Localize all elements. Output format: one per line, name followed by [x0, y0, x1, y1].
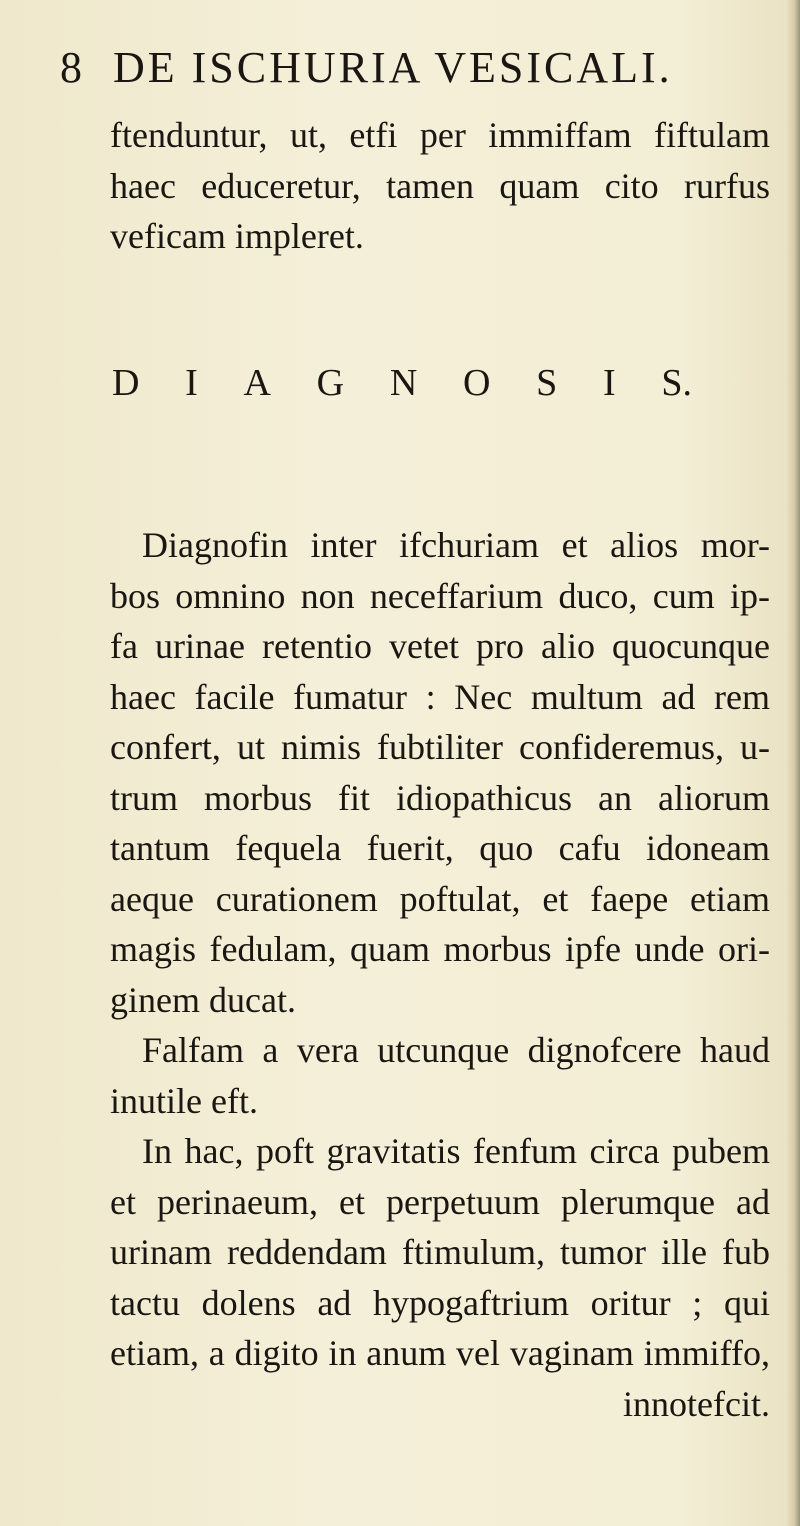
- page-edge-shadow: [786, 0, 800, 1526]
- heading-letter: I: [602, 362, 616, 404]
- text-line: fa urinae retentio vetet pro alio quocunque: [110, 626, 770, 666]
- text-line: Diagnofin inter ifchuriam et alios mor-: [142, 525, 770, 565]
- text-line: confert, ut nimis fubtiliter confideremus, u-: [110, 727, 770, 767]
- text-line: In hac, poft gravitatis fenfum circa pubem: [142, 1131, 770, 1171]
- section-heading: [112, 358, 692, 408]
- text-line: urinam reddendam ftimulum, tumor ille fub: [110, 1232, 770, 1272]
- heading-letter: S.: [661, 362, 692, 404]
- text-line: aeque curationem poftulat, et faepe etiam: [110, 878, 770, 919]
- running-header: [60, 42, 740, 102]
- text-line: veficam impleret.: [110, 216, 364, 256]
- heading-letter: N: [389, 362, 418, 404]
- text-line: inutile eft.: [110, 1080, 258, 1121]
- heading-letter: G: [316, 362, 345, 404]
- text-line: trum morbus fit idiopathicus an aliorum: [110, 777, 770, 818]
- text-line: tantum fequela fuerit, quo cafu idoneam: [110, 828, 770, 868]
- heading-letter: D: [112, 362, 140, 404]
- text-line: magis fedulam, quam morbus ipfe unde ori-: [110, 929, 770, 969]
- text-line: etiam, a digito in anum vel vaginam immiffo,: [110, 1333, 770, 1373]
- text-line: Falfam a vera utcunque dignofcere haud: [142, 1030, 770, 1070]
- text-line: tactu dolens ad hypogaftrium oritur ; qui: [110, 1282, 770, 1323]
- heading-letter: A: [243, 362, 271, 404]
- text-line: ginem ducat.: [110, 979, 296, 1020]
- heading-letter: I: [185, 362, 198, 404]
- text-line: bos omnino non neceffarium duco, cum ip-: [110, 575, 770, 616]
- text-line: haec facile fumatur : Nec multum ad rem: [110, 676, 770, 717]
- text-line: ftenduntur, ut, etfi per immiffam fiftulam: [110, 115, 770, 155]
- diagnosis-body: [110, 520, 770, 1429]
- heading-letter: S: [536, 362, 558, 404]
- catchword-line: innotefcit.: [623, 1383, 770, 1424]
- page-number: 8: [60, 43, 85, 92]
- intro-paragraph: [110, 110, 770, 262]
- text-line: haec educeretur, tamen quam cito rurfus: [110, 165, 770, 206]
- running-title: DE ISCHURIA VESICALI.: [113, 43, 673, 92]
- text-line: et perinaeum, et perpetuum plerumque ad: [110, 1181, 770, 1222]
- heading-letter: O: [462, 362, 491, 404]
